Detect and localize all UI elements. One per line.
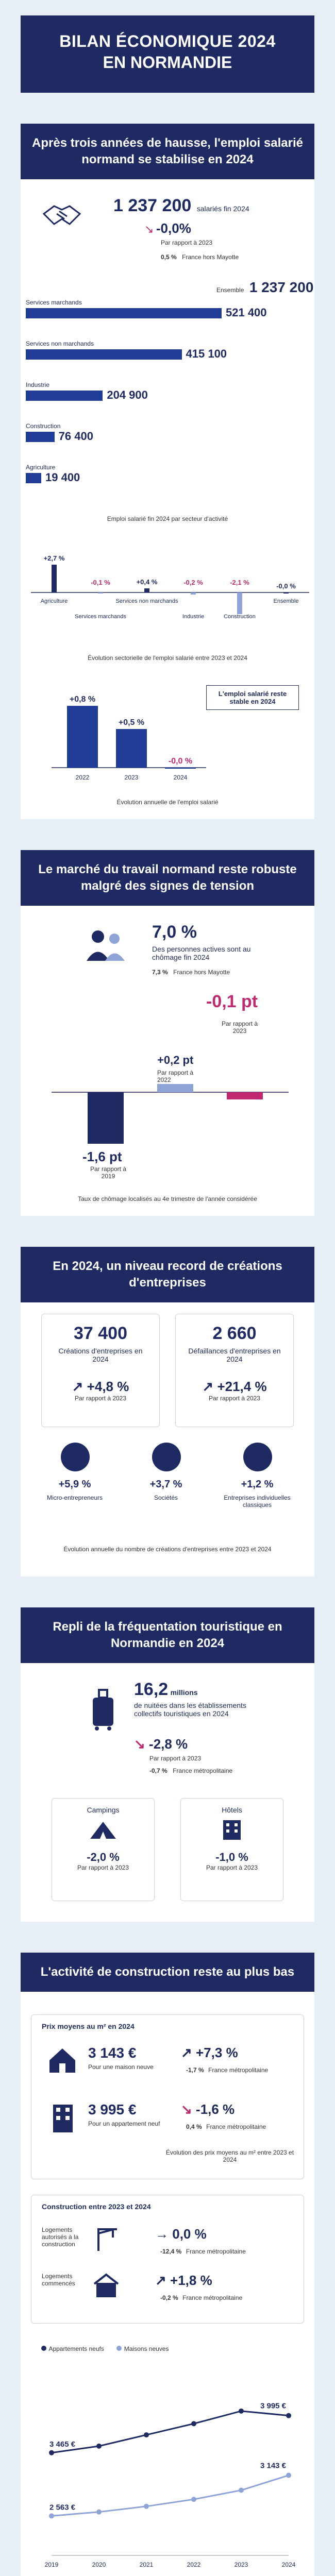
camping-card <box>52 1798 155 1901</box>
annual-year: 2024 <box>173 774 188 781</box>
down-arrow-icon: ↘ <box>181 2102 192 2117</box>
evol-value: +0,4 % <box>136 578 158 586</box>
sector-bar <box>26 473 41 483</box>
x-tick-label: 2020 <box>92 2561 106 2568</box>
sector-value: 204 900 <box>107 388 148 401</box>
evol-bar <box>191 592 196 595</box>
annual-bar <box>165 768 196 769</box>
evol-value: -0,2 % <box>183 579 203 586</box>
creations-change <box>42 1379 159 1395</box>
emploi-france-label: France hors Mayotte <box>182 253 239 261</box>
evol-bar <box>98 592 103 594</box>
sector-bar <box>26 349 182 360</box>
emploi-total: 1 237 200 <box>113 196 192 215</box>
appart-fr-value: 0,4 % <box>186 2123 202 2130</box>
type-label: Entreprises individuelles classiques <box>224 1494 291 1509</box>
defaillances-label: Défaillances d'entreprises en 2024 <box>188 1347 281 1363</box>
commences-change <box>155 2273 212 2289</box>
appart-change <box>181 2102 234 2117</box>
annual-caption: Évolution annuelle de l'emploi salarié <box>116 799 219 806</box>
creations-value: 37 400 <box>74 1324 127 1343</box>
prix-card <box>31 2014 304 2179</box>
appart-price: 3 995 € <box>88 2102 137 2117</box>
series-point <box>239 2409 244 2414</box>
chomage-caption: Taux de chômage localisés au 4e trimestre de l'année considérée <box>78 1195 257 1202</box>
crane-icon <box>93 2226 119 2255</box>
camping-label: Campings <box>87 1806 120 1814</box>
sector-bar <box>26 391 103 401</box>
building-icon <box>152 1443 181 1471</box>
sector-bar <box>26 308 222 318</box>
emploi-change: -0,0% <box>156 221 191 236</box>
chomage-change-2019-label: Par rapport à 2019 <box>90 1165 127 1180</box>
creations-change-value: +4,8 % <box>87 1379 129 1394</box>
nuitees-value: 16,2 <box>134 1680 169 1699</box>
person-icon <box>61 1443 90 1471</box>
evol-label: Industrie <box>182 614 205 620</box>
maison-fr-value: -1,7 % <box>186 2066 204 2074</box>
annual-bar <box>67 706 98 768</box>
defaillances-change-label: Par rapport à 2023 <box>208 1395 261 1402</box>
autorises-value: 0,0 % <box>172 2226 207 2242</box>
type-label: Sociétés <box>154 1494 178 1501</box>
data-label: 2 563 € <box>49 2503 76 2512</box>
x-tick-label: 2023 <box>234 2561 248 2568</box>
camping-value: -2,0 % <box>87 1851 120 1863</box>
hotels-value: -1,0 % <box>215 1851 248 1863</box>
chomage-change-2022-label: Par rapport à 2022 <box>157 1069 194 1083</box>
type-value: +3,7 % <box>149 1479 182 1490</box>
sector-name: Services marchands <box>26 299 82 306</box>
series-point <box>144 2432 149 2437</box>
tourisme-change-value: -2,8 % <box>149 1736 188 1752</box>
annual-value: -0,0 % <box>168 757 193 766</box>
sector-value: 415 100 <box>186 347 227 360</box>
nuitees-unit: millions <box>170 1688 198 1697</box>
type-value: +5,9 % <box>58 1479 91 1490</box>
annual-bar <box>116 729 147 768</box>
legend-dot-appart <box>41 2346 46 2351</box>
bar-2023 <box>227 1092 263 1099</box>
up-arrow-icon: ↗ <box>72 1379 83 1394</box>
data-label: 3 465 € <box>49 2439 76 2449</box>
up-arrow-icon: ↗ <box>155 2273 166 2288</box>
appart-fr-label: France métropolitaine <box>206 2123 266 2130</box>
house-icon <box>47 2046 78 2077</box>
defaillances-card <box>175 1314 294 1427</box>
chomage-change-2019: -1,6 pt <box>82 1149 122 1164</box>
emploi-total-label: salariés fin 2024 <box>196 205 249 213</box>
people-icon <box>82 927 129 966</box>
tourisme-france-value: -0,7 % <box>149 1767 167 1774</box>
autorises-label: Logements autorisés à la construction <box>42 2226 79 2248</box>
annual-year: 2023 <box>124 774 139 781</box>
tourisme-change-label: Par rapport à 2023 <box>149 1755 202 1762</box>
evol-value: -0,0 % <box>276 582 296 590</box>
bar-2022 <box>157 1084 193 1092</box>
up-arrow-icon: ↗ <box>181 2045 192 2060</box>
series-line <box>52 2476 289 2516</box>
commences-value: +1,8 % <box>170 2273 212 2288</box>
section-emploi <box>21 124 314 819</box>
prix-line-chart <box>31 2360 304 2576</box>
hotel-icon <box>181 1819 283 1842</box>
evol-label: Services non marchands <box>115 598 178 604</box>
annual-value: +0,8 % <box>69 695 96 704</box>
data-label: 3 995 € <box>260 2401 287 2411</box>
section-entreprises <box>21 1247 314 1577</box>
sector-bar-chart <box>26 299 309 515</box>
section-emploi-title: Après trois années de hausse, l'emploi salarié normand se stabilise en 2024 <box>21 124 314 179</box>
evol-label: Agriculture <box>40 598 68 604</box>
tourisme-change <box>134 1736 188 1752</box>
autorises-fr-value: -12,4 % <box>160 2248 182 2255</box>
prix-title: Prix moyens au m² en 2024 <box>42 2022 135 2030</box>
commences-fr-value: -0,2 % <box>160 2294 178 2301</box>
maison-change <box>181 2045 238 2061</box>
type-label: Micro-entrepreneurs <box>46 1494 103 1501</box>
evol-label: Services marchands <box>75 614 126 620</box>
maison-change-value: +7,3 % <box>196 2045 238 2060</box>
sector-caption: Emploi salarié fin 2024 par secteur d'activité <box>107 515 228 522</box>
shop-icon <box>243 1443 272 1471</box>
series-point <box>144 2504 149 2509</box>
section-entreprises-title: En 2024, un niveau record de créations d'entreprises <box>21 1247 314 1302</box>
evol-value: +2,7 % <box>43 554 65 562</box>
series-point <box>286 2473 291 2478</box>
defaillances-value: 2 660 <box>212 1324 257 1343</box>
creation-types <box>31 1443 304 1546</box>
series-point <box>191 2497 196 2502</box>
series-point <box>96 2510 102 2515</box>
chomage-france-label: France hors Mayotte <box>173 969 230 976</box>
autorises-fr-label: France métropolitaine <box>186 2248 246 2255</box>
series-point <box>49 2513 54 2518</box>
annual-value: +0,5 % <box>118 718 145 727</box>
ensemble-value: 1 237 200 <box>249 279 314 295</box>
section-construction <box>21 1953 314 2576</box>
evol-bar <box>52 565 57 592</box>
title-line-2: EN NORMANDIE <box>103 53 232 72</box>
legend-appart: Appartements neufs <box>48 2345 104 2352</box>
ensemble-label: Ensemble <box>216 286 244 294</box>
up-arrow-icon: ↗ <box>202 1379 214 1394</box>
title-line-1: BILAN ÉCONOMIQUE 2024 <box>59 32 276 50</box>
tourisme-france-label: France métropolitaine <box>173 1767 233 1774</box>
suitcase-icon <box>88 1685 119 1734</box>
sector-name: Services non marchands <box>26 340 94 347</box>
section-construction-title: L'activité de construction reste au plus bas <box>21 1953 314 1992</box>
evol-caption: Évolution sectorielle de l'emploi salarié entre 2023 et 2024 <box>88 654 247 662</box>
entreprises-caption: Évolution annuelle du nombre de créations d'entreprises entre 2023 et 2024 <box>63 1546 272 1553</box>
chomage-change-2023-label: Par rapport à 2023 <box>221 1020 258 1035</box>
nuitees-label: de nuitées dans les établissements collectifs touristiques en 2024 <box>134 1701 246 1718</box>
hotels-card <box>180 1798 283 1901</box>
maison-price: 3 143 € <box>88 2045 137 2061</box>
appart-change-value: -1,6 % <box>196 2102 235 2117</box>
creations-label: Créations d'entreprises en 2024 <box>58 1347 143 1363</box>
x-tick-label: 2022 <box>187 2561 201 2568</box>
type-value: +1,2 % <box>241 1479 274 1490</box>
chomage-france-value: 7,3 % <box>152 969 168 976</box>
maison-label: Pour une maison neuve <box>88 2063 154 2071</box>
chomage-bar-chart <box>52 1015 289 1170</box>
x-tick-label: 2024 <box>281 2561 296 2568</box>
series-point <box>286 2413 291 2418</box>
down-arrow-icon: ↘ <box>144 223 154 235</box>
annual-note: L'emploi salarié reste stable en 2024 <box>206 685 299 710</box>
sector-name: Agriculture <box>26 464 56 471</box>
sector-evolution-chart <box>31 536 309 649</box>
creations-card <box>41 1314 160 1427</box>
down-arrow-icon: ↘ <box>134 1736 145 1752</box>
annual-year: 2022 <box>75 774 90 781</box>
legend-maison: Maisons neuves <box>124 2345 169 2352</box>
evol-bar <box>144 588 149 592</box>
evol-value: -2,1 % <box>230 579 249 586</box>
evol-label: Ensemble <box>273 598 299 604</box>
defaillances-change <box>176 1379 293 1395</box>
chomage-rate: 7,0 % <box>152 922 197 942</box>
commences-label: Logements commencés <box>42 2273 75 2287</box>
chomage-change-2023: -0,1 pt <box>206 992 258 1011</box>
series-line <box>52 2411 289 2453</box>
section-tourisme-title: Repli de la fréquentation touristique en Normandie en 2024 <box>21 1607 314 1663</box>
sector-name: Industrie <box>26 381 50 388</box>
series-point <box>49 2450 54 2455</box>
chomage-change-2022: +0,2 pt <box>157 1054 194 1066</box>
series-point <box>191 2421 196 2426</box>
sector-value: 521 400 <box>226 306 267 319</box>
handshake-icon <box>41 198 82 232</box>
page-title <box>21 15 314 93</box>
prix-legend <box>41 2344 169 2353</box>
sector-value: 76 400 <box>58 430 93 443</box>
defaillances-change-value: +21,4 % <box>217 1379 267 1394</box>
x-tick-label: 2019 <box>44 2561 59 2568</box>
hotels-label: Hôtels <box>222 1806 242 1814</box>
evol-bar <box>237 592 242 614</box>
logements-card <box>31 2195 304 2324</box>
camping-sub: Par rapport à 2023 <box>77 1864 129 1871</box>
section-chomage <box>21 850 314 1216</box>
evol-value: -0,1 % <box>91 579 110 586</box>
sector-value: 19 400 <box>45 471 80 484</box>
appart-label: Pour un appartement neuf <box>88 2120 160 2127</box>
section-chomage-title: Le marché du travail normand reste robuste malgré des signes de tension <box>21 850 314 906</box>
evol-bar <box>283 592 289 594</box>
legend-dot-maison <box>116 2346 122 2351</box>
emploi-france-value: 0,5 % <box>161 253 177 261</box>
sector-bar <box>26 432 55 442</box>
tent-icon <box>52 1819 154 1842</box>
maison-fr-label: France métropolitaine <box>208 2066 269 2074</box>
x-tick-label: 2021 <box>139 2561 154 2568</box>
evol-label: Construction <box>224 614 256 620</box>
commences-fr-label: France métropolitaine <box>182 2294 243 2301</box>
prix-caption: Évolution des prix moyens au m² entre 2023 et 2024 <box>165 2149 294 2163</box>
sector-name: Construction <box>26 422 61 430</box>
chomage-rate-label: Des personnes actives sont au chômage fin 2024 <box>152 945 251 961</box>
emploi-change-label: Par rapport à 2023 <box>161 239 213 246</box>
series-point <box>239 2488 244 2493</box>
data-label: 3 143 € <box>260 2461 287 2470</box>
creations-change-label: Par rapport à 2023 <box>74 1395 127 1402</box>
logements-title: Construction entre 2023 et 2024 <box>42 2202 151 2211</box>
autorises-change <box>155 2226 207 2242</box>
bar-2019 <box>88 1092 124 1144</box>
building-icon <box>50 2103 76 2136</box>
series-point <box>96 2444 102 2449</box>
right-arrow-icon: → <box>155 2226 169 2242</box>
construction-site-icon <box>93 2273 119 2301</box>
section-tourisme <box>21 1607 314 1922</box>
hotels-sub: Par rapport à 2023 <box>206 1864 258 1871</box>
